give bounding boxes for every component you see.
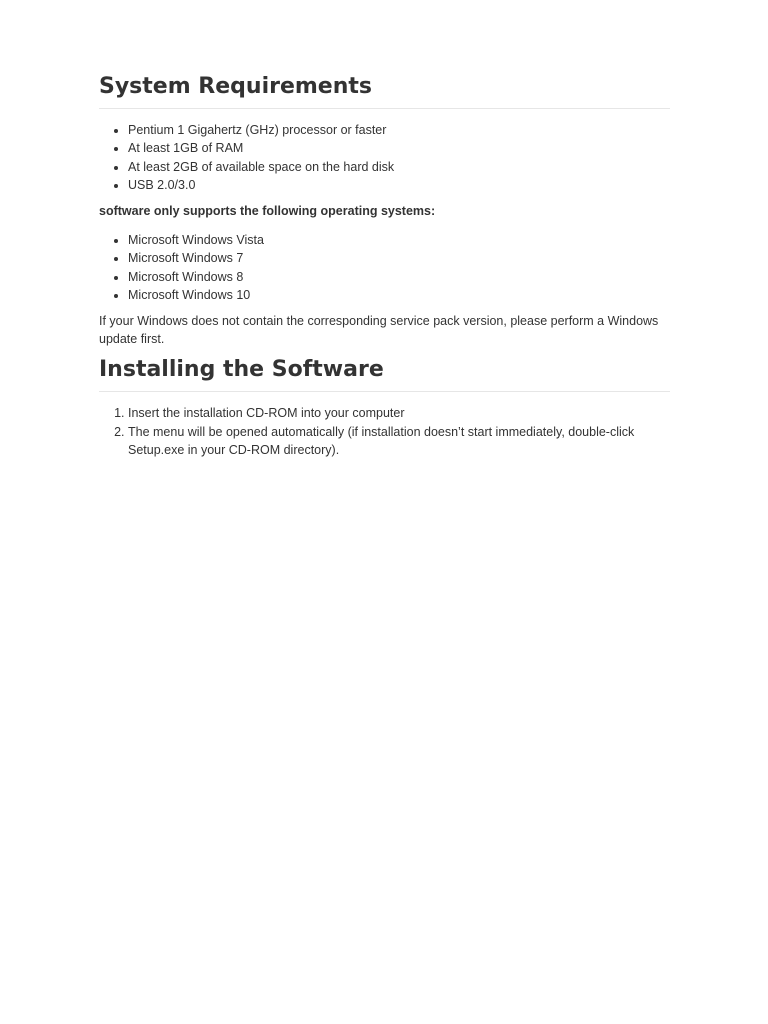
list-item: • Microsoft Windows 7 xyxy=(128,249,670,267)
system-requirements-heading: System Requirements xyxy=(99,72,670,109)
list-item: • Microsoft Windows Vista xyxy=(128,231,670,249)
service-pack-note: If your Windows does not contain the corresponding service pack version, please perform a Windows update first. xyxy=(99,314,659,347)
os-list xyxy=(99,231,670,304)
requirements-list xyxy=(99,121,670,194)
document-page xyxy=(99,72,670,459)
list-item: • Microsoft Windows 10 xyxy=(128,286,670,304)
list-item: • At least 2GB of available space on the hard disk xyxy=(128,158,670,176)
list-item: • At least 1GB of RAM xyxy=(128,139,670,157)
list-item: 2. The menu will be opened automatically (if installation doesn’t start immediately, double-click Setup.exe in your CD-ROM directory). xyxy=(128,423,670,460)
list-item: • Microsoft Windows 8 xyxy=(128,268,670,286)
os-intro-text: software only supports the following operating systems: xyxy=(99,204,436,219)
installing-software-heading: Installing the Software xyxy=(99,355,670,392)
list-item: 1. Insert the installation CD-ROM into your computer xyxy=(128,404,670,422)
list-item: • Pentium 1 Gigahertz (GHz) processor or faster xyxy=(128,121,670,139)
list-item: • USB 2.0/3.0 xyxy=(128,176,670,194)
install-steps-list xyxy=(99,404,670,459)
